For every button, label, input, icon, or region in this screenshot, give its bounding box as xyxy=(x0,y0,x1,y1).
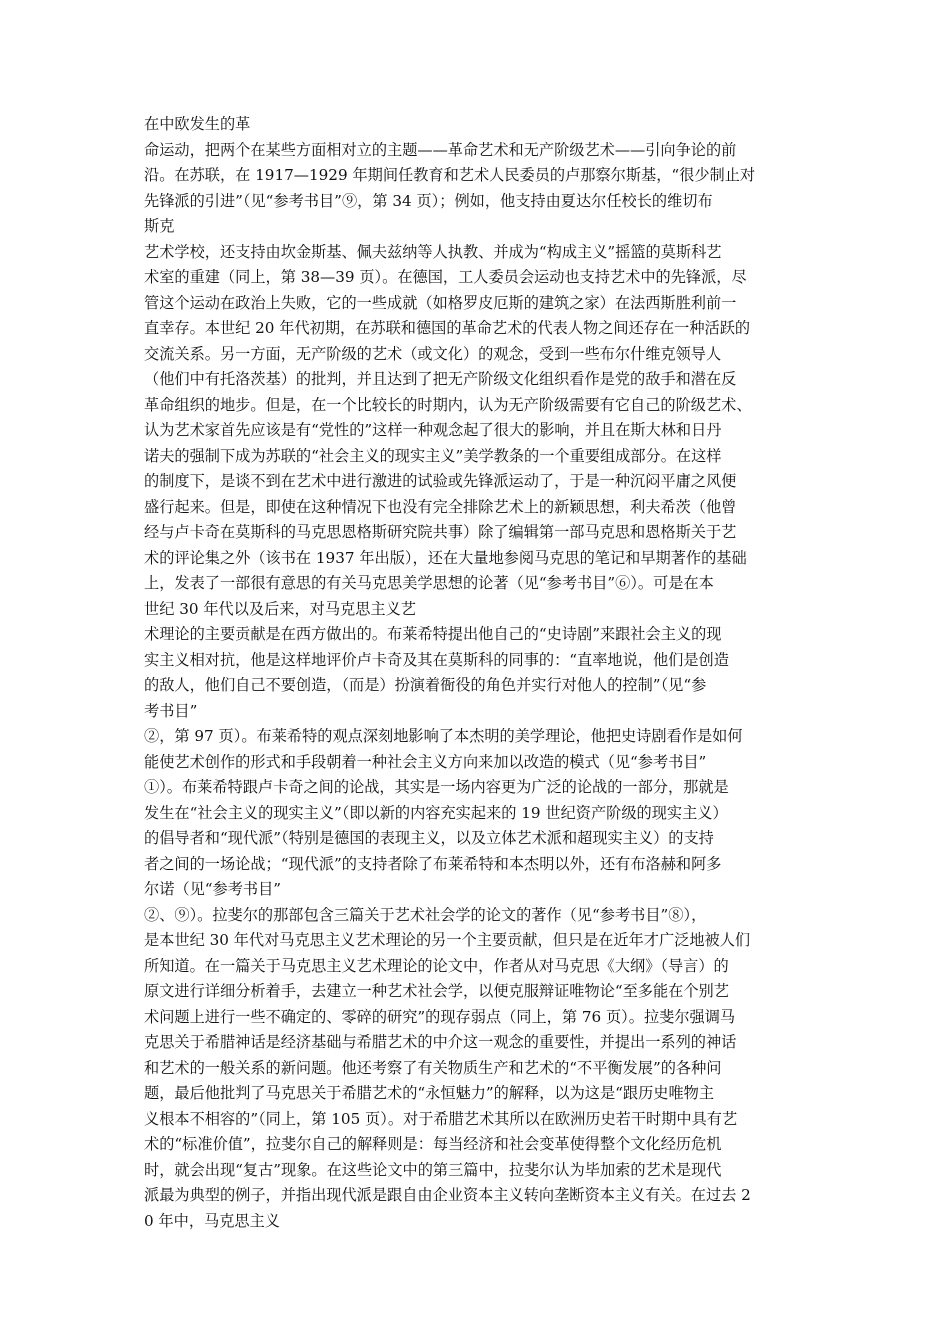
text-line: 和艺术的一般关系的新问题。他还考察了有关物质生产和艺术的“不平衡发展”的各种问 xyxy=(144,1058,722,1077)
text-line: 能使艺术创作的形式和手段朝着一种社会主义方向来加以改造的模式（见“参考书目” xyxy=(144,752,707,771)
text-line: 考书目” xyxy=(144,701,198,720)
text-line: 的敌人，他们自己不要创造，（而是）扮演着衙役的角色并实行对他人的控制”（见“参 xyxy=(144,676,707,694)
text-line: 原文进行详细分析着手，去建立一种艺术社会学，以便克服辩证唯物论“至多能在个别艺 xyxy=(144,982,729,1000)
text-line: 经与卢卡奇在莫斯科的马克思恩格斯研究院共事）除了编辑第一部马克思和恩格斯关于艺 xyxy=(144,523,737,541)
text-line: ②，第 97 页）。布莱希特的观点深刻地影响了本杰明的美学理论，他把史诗剧看作是如何 xyxy=(144,727,743,745)
text-line: 世纪 30 年代以及后来，对马克思主义艺 xyxy=(144,599,416,618)
text-line: 术的评论集之外（该书在 1937 年出版），还在大量地参阅马克思的笔记和早期著作的基础 xyxy=(144,548,747,567)
text-line: 交流关系。另一方面，无产阶级的艺术（或文化）的观念，受到一些布尔什维克领导人 xyxy=(144,344,722,363)
text-line: 直幸存。本世纪 20 年代初期，在苏联和德国的革命艺术的代表人物之间还存在一种活跃的 xyxy=(144,319,751,337)
text-line: 者之间的一场论战；“现代派”的支持者除了布莱希特和本杰明以外，还有布洛赫和阿多 xyxy=(144,854,722,873)
text-line: ②、⑨）。拉斐尔的那部包含三篇关于艺术社会学的论文的著作（见“参考书目”⑧）， xyxy=(144,905,707,924)
text-line: 克思关于希腊神话是经济基础与希腊艺术的中介这一观念的重要性，并提出一系列的神话 xyxy=(144,1033,737,1051)
text-line: 的倡导者和“现代派”（特别是德国的表现主义，以及立体艺术派和超现实主义）的支持 xyxy=(144,829,714,847)
text-line: 实主义相对抗，他是这样地评价卢卡奇及其在莫斯科的同事的：“直率地说，他们是创造 xyxy=(144,650,729,669)
text-line: 艺术学校，还支持由坎金斯基、佩夫兹纳等人执教、并成为“构成主义”摇篮的莫斯科艺 xyxy=(144,242,722,261)
text-line: 义根本不相容的”（同上，第 105 页）。对于希腊艺术其所以在欧洲历史若干时期中具有艺 xyxy=(144,1109,738,1128)
text-line: 题，最后他批判了马克思关于希腊艺术的“永恒魅力”的解释，以为这是“跟历史唯物主 xyxy=(144,1084,715,1102)
text-line: 术理论的主要贡献是在西方做出的。布莱希特提出他自己的“史诗剧”来跟社会主义的现 xyxy=(144,625,722,643)
text-line: 时，就会出现“复古”现象。在这些论文中的第三篇中，拉斐尔认为毕加索的艺术是现代 xyxy=(144,1160,722,1179)
text-line: 派最为典型的例子，并指出现代派是跟自由企业资本主义转向垄断资本主义有关。在过去 2 xyxy=(144,1186,751,1204)
text-line: 尔诺（见“参考书目” xyxy=(144,880,282,898)
text-line: 发生在“社会主义的现实主义”（即以新的内容充实起来的 19 世纪资产阶级的现实主义） xyxy=(144,803,728,822)
text-line: 0 年中，马克思主义 xyxy=(144,1211,280,1230)
text-line: 革命组织的地步。但是，在一个比较长的时期内，认为无产阶级需要有它自己的阶级艺术、 xyxy=(144,395,752,414)
text-line: 认为艺术家首先应该是有“党性的”这样一种观念起了很大的影响，并且在斯大林和日丹 xyxy=(144,421,722,439)
text-line: 术室的重建（同上，第 38—39 页）。在德国，工人委员会运动也支持艺术中的先锋派，尽 xyxy=(144,268,747,286)
text-line: 管这个运动在政治上失败，它的一些成就（如格罗皮厄斯的建筑之家）在法西斯胜利前一 xyxy=(144,293,737,312)
text-line: 在中欧发生的革 xyxy=(144,115,251,133)
text-line: （他们中有托洛茨基）的批判，并且达到了把无产阶级文化组织看作是党的敌手和潜在反 xyxy=(144,370,737,388)
text-line: 盛行起来。但是，即使在这种情况下也没有完全排除艺术上的新颖思想，利夫希茨（他曾 xyxy=(144,497,737,516)
text-line: 先锋派的引进”（见“参考书目”⑨，第 34 页）；例如，他支持由夏达尔任校长的维切布 xyxy=(144,191,713,210)
text-line: 术问题上进行一些不确定的、零碎的研究”的现存弱点（同上，第 76 页）。拉斐尔强调马 xyxy=(144,1007,736,1026)
text-line: 诺夫的强制下成为苏联的“社会主义的现实主义”美学教条的一个重要组成部分。在这样 xyxy=(144,446,722,465)
text-line: 所知道。在一篇关于马克思主义艺术理论的论文中，作者从对马克思《大纲》（导言）的 xyxy=(144,956,729,975)
text-line: 是本世纪 30 年代对马克思主义艺术理论的另一个主要贡献，但只是在近年才广泛地被人们 xyxy=(144,931,751,949)
text-line: 上，发表了一部很有意思的有关马克思美学思想的论著（见“参考书目”⑥）。可是在本 xyxy=(144,574,714,592)
body-text xyxy=(144,112,812,1234)
text-line: ①）。布莱希特跟卢卡奇之间的论战，其实是一场内容更为广泛的论战的一部分，那就是 xyxy=(144,778,729,796)
text-line: 命运动，把两个在某些方面相对立的主题——革命艺术和无产阶级艺术——引向争论的前 xyxy=(144,140,737,159)
text-line: 斯克 xyxy=(144,217,175,235)
text-line: 沿。在苏联，在 1917—1929 年期间任教育和艺术人民委员的卢那察尔斯基，“很少制止对 xyxy=(144,166,756,184)
text-line: 的制度下，是谈不到在艺术中进行激进的试验或先锋派运动了，于是一种沉闷平庸之风便 xyxy=(144,472,737,490)
text-line: 术的“标准价值”，拉斐尔自己的解释则是：每当经济和社会变革使得整个文化经历危机 xyxy=(144,1135,722,1153)
